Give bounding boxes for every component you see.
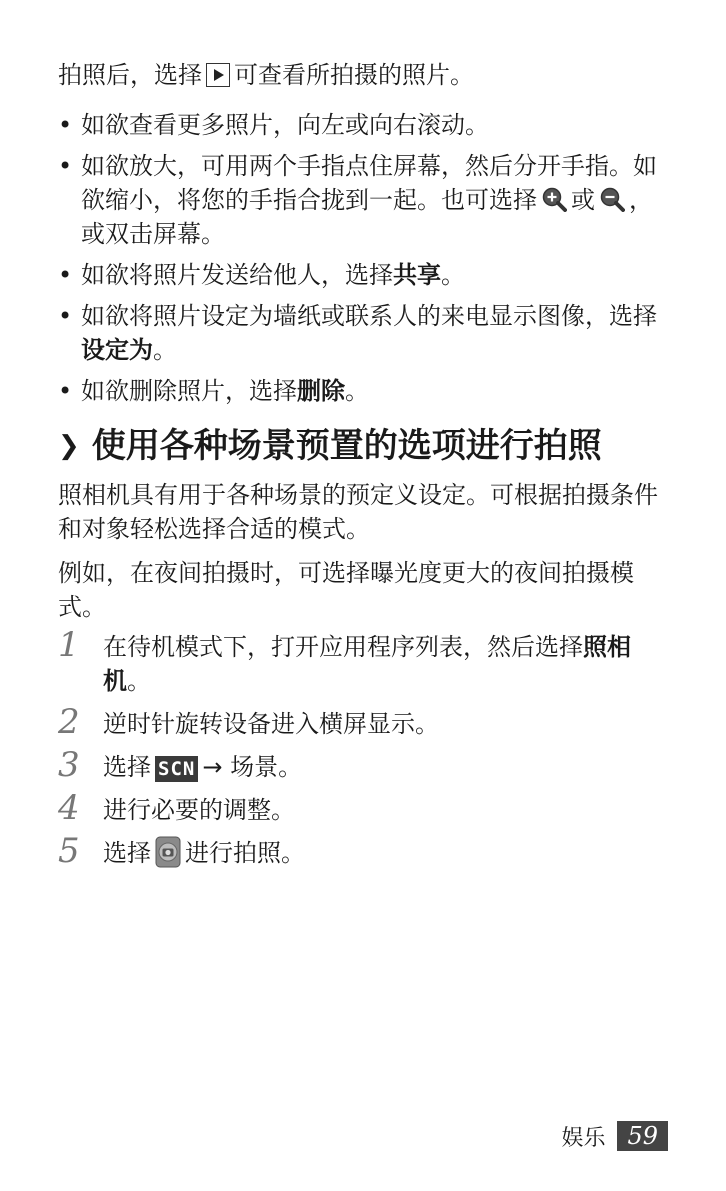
camera-app-label: 照相机 [103,633,631,695]
bullet-text: 如欲放大，可用两个手指点住屏幕，然后分开手指。如欲缩小，将您的手指合拢到一起。也可选择 [81,152,657,214]
bullet-text: 如欲删除照片，选择 [81,377,297,405]
zoom-out-icon [599,186,625,212]
scene-mode-icon: SCN [155,756,198,782]
bullet-text: 。 [153,336,177,364]
step-number: 5 [58,831,80,871]
list-item [58,702,673,742]
list-item [58,831,673,871]
list-item [58,108,673,142]
list-item [58,745,673,785]
set-as-option-label: 设定为 [81,336,153,364]
list-item [58,258,673,292]
bullet-text: 。 [441,261,465,289]
bullet-text: ，或双击屏幕。 [81,186,653,248]
tips-list [58,108,673,415]
step-text: 进行必要的调整。 [103,796,295,824]
page-number: 59 [617,1121,668,1151]
step-text: → 场景。 [202,753,303,781]
intro-text-after: 可查看所拍摄的照片。 [234,61,474,89]
section-heading [58,420,698,472]
step-text: 在待机模式下，打开应用程序列表，然后选择 [103,633,583,661]
step-text: 选择 [103,839,151,867]
list-item [58,788,673,828]
steps-list [58,625,673,879]
step-text: 逆时针旋转设备进入横屏显示。 [103,710,439,738]
bullet-text: 或 [571,186,595,214]
step-text: 选择 [103,753,151,781]
zoom-in-icon [541,186,567,212]
chevron-right-icon: ❯ [58,431,80,461]
step-number: 4 [58,788,80,828]
bullet-text: 如欲将照片发送给他人，选择 [81,261,393,289]
share-option-label: 共享 [393,261,441,289]
list-item [58,374,673,408]
footer-section-name: 娱乐 [561,1125,606,1151]
step-number: 3 [58,745,80,785]
list-item [58,299,673,367]
bullet-text: 如欲将照片设定为墙纸或联系人的来电显示图像，选择 [81,302,657,330]
intro-text-before: 拍照后，选择 [58,61,202,89]
camera-shutter-icon [155,836,181,868]
step-number: 2 [58,702,80,742]
section-paragraph-2: 例如，在夜间拍摄时，可选择曝光度更大的夜间拍摄模式。 [58,559,634,621]
section-title-text: 使用各种场景预置的选项进行拍照 [91,426,602,466]
page-footer [561,1120,668,1152]
step-number: 1 [58,625,80,665]
bullet-text: 如欲查看更多照片，向左或向右滚动。 [81,111,489,139]
bullet-text: 。 [345,377,369,405]
list-item [58,625,673,698]
list-item [58,149,673,251]
step-text: 进行拍照。 [185,839,305,867]
delete-option-label: 删除 [297,377,345,405]
step-text: 。 [127,667,151,695]
section-paragraph-1: 照相机具有用于各种场景的预定义设定。可根据拍摄条件和对象轻松选择合适的模式。 [58,481,658,543]
intro-paragraph [58,58,668,92]
play-icon [206,63,230,87]
